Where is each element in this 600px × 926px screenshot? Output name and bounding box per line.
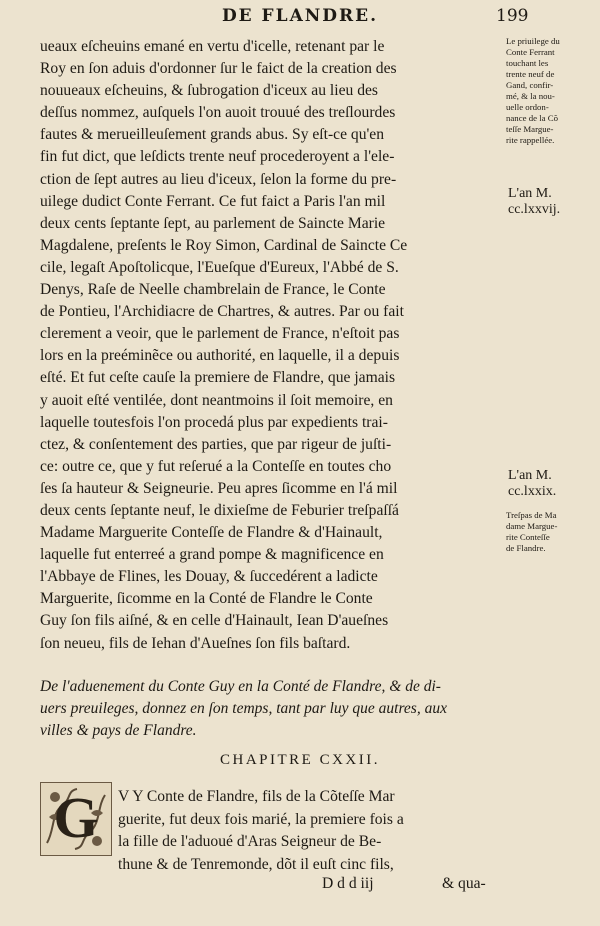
margin-note-line: Le priuilege du — [506, 36, 560, 46]
margin-note-line: Gand, confir- — [506, 80, 554, 90]
text-line: ctez, & conſentement des parties, que par rigeur de juſti- — [40, 435, 392, 453]
text-line: l'Abbaye de Flines, les Douay, & ſuccedérent a ladicte — [40, 568, 378, 586]
margin-note-death — [506, 510, 594, 554]
heading-line: De l'aduenement du Conte Guy en la Conté de Flandre, & de di- — [40, 678, 441, 695]
text-line: ce: outre ce, que y fut reſerué a la Conteſſe en toutes cho — [40, 457, 392, 475]
catchword: & qua- — [442, 875, 486, 892]
text-line: laquelle toutesfois l'on procedá plus par expedients trai- — [40, 413, 388, 431]
text-line: deſſus nommez, auſquels l'on auoit trouué des treſlourdes — [40, 104, 396, 122]
text-line: fin fut dict, que leſdicts trente neuf procederoyent a l'ele- — [40, 148, 395, 166]
text-line: ction de ſept autres au lieu d'iceux, ſelon la forme du pre- — [40, 170, 397, 188]
text-line: la fille de l'aduoué d'Aras Seigneur de Be- — [118, 833, 382, 850]
text-line: ſon neueu, fils de Iehan d'Aueſnes ſon fils baſtard. — [40, 634, 351, 652]
chapter-title: CHAPITRE CXXII. — [220, 752, 380, 768]
margin-note-privilege — [506, 36, 594, 146]
signature-mark: D d d iij — [322, 875, 374, 892]
margin-note-line: uelle ordon- — [506, 102, 549, 112]
text-line: eſté. Et fut ceſte cauſe la premiere de Flandre, que jamais — [40, 369, 396, 387]
heading-line: uers preuileges, donnez en ſon temps, tant par luy que autres, aux — [40, 700, 447, 717]
main-text-block — [40, 36, 502, 655]
text-line: uilege dudict Conte Ferrant. Ce fut faict a Paris l'an mil — [40, 192, 386, 210]
heading-line: villes & pays de Flandre. — [40, 722, 197, 739]
margin-note-line: trente neuf de — [506, 69, 555, 79]
margin-note-line: nance de la Cõ — [506, 113, 559, 123]
text-line: cile, legaſt Apoſtolicque, l'Eueſque d'Eureux, l'Abbé de S. — [40, 258, 399, 276]
text-line: deux cents ſeptante ſept, au parlement de Saincte Marie — [40, 214, 386, 232]
margin-note-line: dame Margue- — [506, 521, 558, 531]
text-line: Denys, Raſe de Neelle chambrelain de France, le Conte — [40, 281, 386, 299]
text-line: ueaux eſcheuins emané en vertu d'icelle, retenant par le — [40, 38, 385, 55]
year-line: cc.lxxix. — [508, 484, 557, 499]
text-line: y auoit eſté ventilée, dont neantmoins il ſoit memoire, en — [40, 391, 393, 409]
running-title: DE FLANDRE. — [221, 6, 379, 26]
chapter-text-block — [118, 786, 508, 876]
text-line: ſes ſa hauteur & Seigneurie. Peu apres ſicomme en l'á mil — [40, 479, 398, 497]
year-line: L'an M. — [508, 468, 552, 483]
margin-note-line: rite Conteſſe — [506, 532, 550, 542]
text-line: fautes & merueilleuſement grands abus. Sy eſt-ce qu'en — [40, 126, 385, 144]
year-line: L'an M. — [508, 186, 552, 201]
margin-note-line: de Flandre. — [506, 543, 546, 553]
text-line: guerite, fut deux fois marié, la premiere fois a — [118, 810, 404, 828]
margin-note-line: mé, & la nou- — [506, 91, 555, 101]
text-line: clerement a veoir, que le parlement de France, n'eſtoit pas — [40, 325, 400, 343]
margin-note-line: touchant les — [506, 58, 549, 68]
text-line: deux cents ſeptante neuf, le dixieſme de Feburier treſpaſſá — [40, 501, 399, 519]
margin-note-line: teſſe Margue- — [506, 124, 554, 134]
text-line: nouueaux eſcheuins, & ſubrogation d'iceux au lieu des — [40, 82, 378, 100]
section-heading — [40, 676, 510, 742]
margin-note-line: rite rappellée. — [506, 135, 555, 145]
margin-year-1277 — [508, 186, 578, 218]
initial-letter: G — [53, 785, 99, 850]
text-line: Guy ſon fils aiſné, & en celle d'Hainault, Iean D'aueſnes — [40, 612, 389, 630]
text-line: de Pontieu, l'Archidiacre de Chartres, & autres. Par ou fait — [40, 303, 404, 321]
text-line: V Y Conte de Flandre, fils de la Cõteſſe Mar — [118, 788, 395, 805]
text-line: Marguerite, ſicomme en la Conté de Flandre le Conte — [40, 590, 373, 608]
text-line: thune & de Tenremonde, dõt il euſt cinc fils, — [118, 855, 394, 873]
text-line: lors en la preéminẽce ou authorité, en laquelle, il a depuis — [40, 347, 400, 365]
text-line: Madame Marguerite Conteſſe de Flandre & d'Hainault, — [40, 524, 383, 542]
text-line: laquelle fut enterreé a grand pompe & magnificence en — [40, 546, 384, 564]
margin-note-line: Treſpas de Ma — [506, 510, 557, 520]
margin-note-line: Conte Ferrant — [506, 47, 555, 57]
decorated-initial — [40, 782, 112, 856]
text-line: Roy en ſon aduis d'ordonner ſur le faict de la creation des — [40, 60, 397, 78]
text-line: Magdalene, preſents le Roy Simon, Cardinal de Saincte Ce — [40, 236, 408, 254]
page-number: 199 — [496, 6, 529, 26]
year-line: cc.lxxvij. — [508, 202, 561, 217]
margin-year-1279 — [508, 468, 578, 500]
